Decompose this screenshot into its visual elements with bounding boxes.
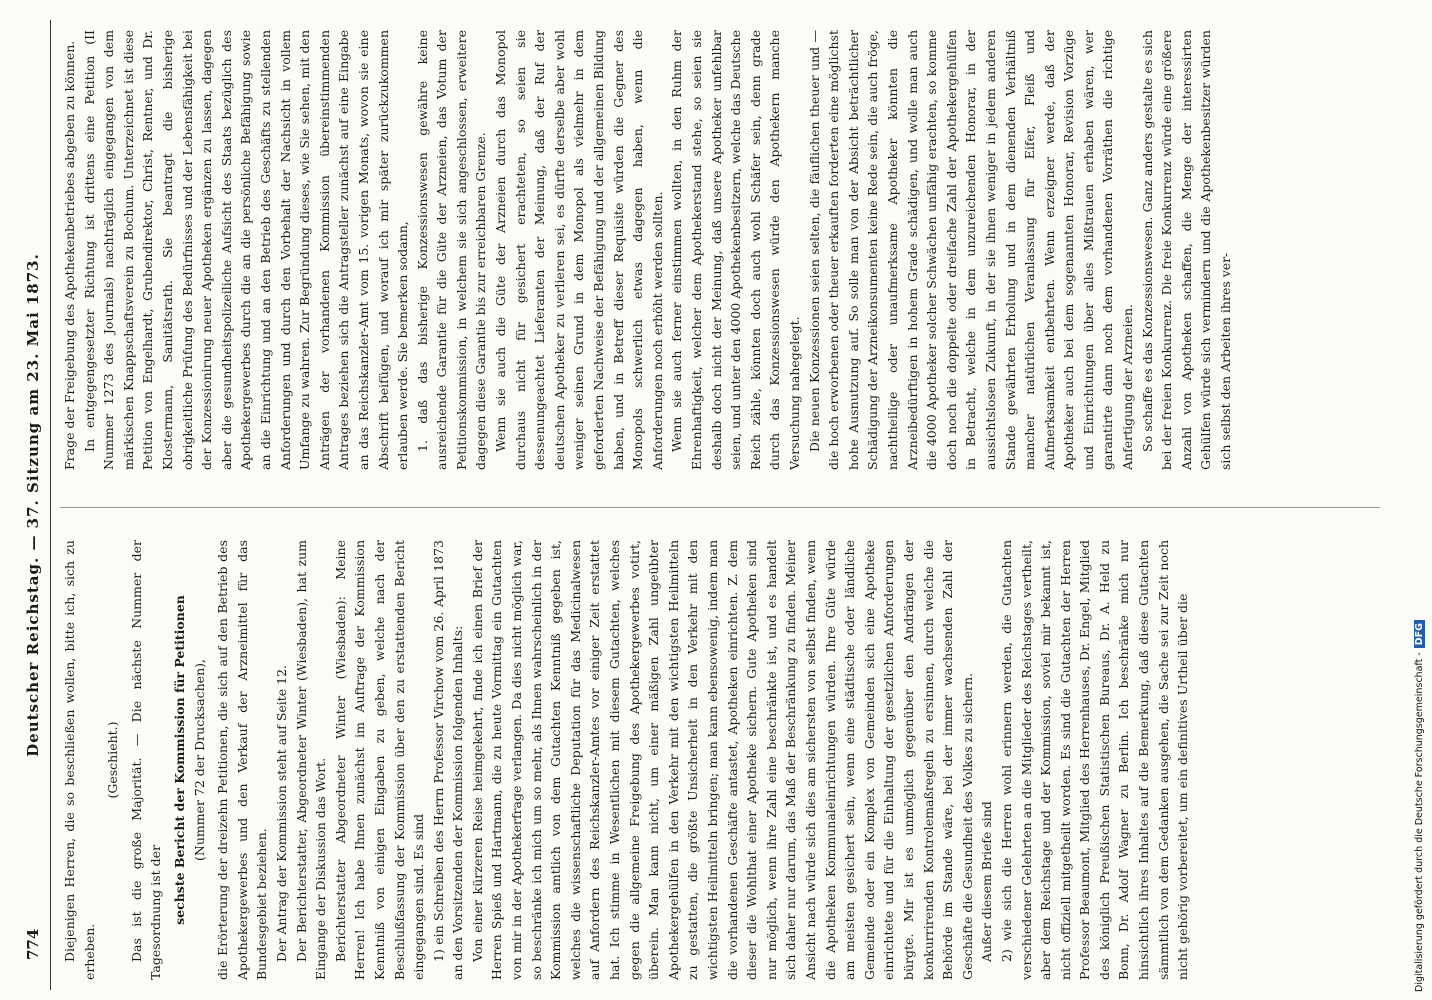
paragraph: 1. daß das bisherige Konzessionswesen gewähre keine ausreichende Garantie für die Güte der Arzneien, das Votum der Petitionskommission, in welchem sie sich angeschlossen, erweitere dagegen diese Garantie bis zur erreichbaren Grenze. [414,30,489,470]
paragraph: Außer diesem Briefe sind [979,801,995,962]
paragraph: Wenn sie auch die Güte der Arzneien durch das Monopol durchaus nicht für gesichert erachteten, so seien sie dessenungeachtet Lieferanten der Meinung, daß der Ruf der deutschen Apotheker zu verlieren sei, es dürfte derselbe aber wohl weniger seinen Grund in dem Monopol als vielmehr in dem geforderten Nachweise der Befähigung und der allgemeinen Bildung haben, und in Betreff dieser Requisite würden die Gegner des Monopols schwerlich etwas dagegen haben, wenn die Anforderungen noch erhöht werden sollten. [493,30,665,470]
credit-text: Digitalisierung gefördert durch die Deutsche Forschungsgemeinschaft - [1414,652,1425,992]
paragraph: Wenn sie auch ferner einstimmen wollten, in den Ruhm der Ehrenhaftigkeit, welcher dem Apothekerstand stehe, so seien sie deshalb doch nicht der Meinung, daß unsere Apotheker unfehlbar seien, und unter den 4000 Apothekenbesitzern, welche das Deutsche Reich zähle, könnten doch auch wohl Schäfer sein, denn grade durch das Konzessionswesen würde den Apothekern manche Versuchung nahegelegt. [669,30,802,470]
paragraph: die Erörterung der dreizehn Petitionen, die sich auf den Betrieb des Apothekergewerbes und den Verkauf der Arzneimittel für das Bundesgebiet beziehen. [215,540,270,980]
dfg-logo: DFG [1414,620,1425,648]
page-number: 774 [24,928,42,960]
digitization-credit [1414,8,1428,992]
paragraph: Von einer kürzeren Reise heimgekehrt, finde ich einen Brief der Herren Spieß und Hartmann, die zu heute Vormittag ein Gutachten von mir in der Apothekerfrage verlangen. Da dies nicht möglich war, so beschränke ich mich um so mehr, als Ihnen wahrscheinlich in der Kommission amtlich von dem Gutachten Kenntniß gegeben ist, welches die wissenschaftliche Deputation für das Medicinalwesen auf Anfordern des Reichskanzler-Amtes vor einiger Zeit erstattet hat. Ich stimme in Wesentlichen mit diesem Gutachten, welches gegen die allgemeine Freigebung des Apothekergewerbes votirt, überein. Man kann nicht, um einer mäßigen Zahl ungeübter Apothekergehülfen in den Verkehr mit den wichtigsten Heilmitteln zu gestatten, die größte Unsicherheit in den Verkehr mit den wichtigsten Heilmitteln bringen; man kann ebensowenig, indem man die vorhandenen Geschäfte antastet, Apotheken einrichten. Z. dem dieser die Wohlthat einer Apotheke sichern. Gute Apotheken sind nur möglich, wenn ihre Zahl eine beschränkte ist, und es handelt sich daher nur darum, das Maß der Beschränkung zu finden. Meiner Ansicht nach würde sich dies am sichersten von selbst finden, wenn die Apotheken Kommunaleinrichtungen würden. Ihre Güte würde am meisten gesichert sein, wenn eine städtische oder ländliche Gemeinde oder ein Komplex von Gemeinden sich eine Apotheke einrichtete und für die Einhaltung der gesetzlichen Anforderungen bürgte. Mir ist es unmöglich gegenüber den Andrängen der konkurrirenden Kontrolemaßregeln zu ersinnen, durch welche die Behörde im Stande wäre, bei der immer wachsenden Zahl der Geschäfte die Gesundheit des Volkes zu sichern. [469,540,975,980]
paragraph: Das ist die große Majorität. — Die nächste Nummer der Tagesordnung ist der [128,540,164,980]
paragraph: Die neuen Konzessionen seien selten, die fäuflichen theuer und — die hoch erworbenen oder theuer erkauften forderten eine möglichst hohe Ausnutzung auf. So solle man von der Absicht beträchtlicher Schädigung der Arzneikonsumenten keine Rede sein, die auch fröge, nachtheilige oder unaufmerksame Apotheker könnten die Arzneibedürftigen in hohem Grade schädigen, und wolle man auch die 4000 Apotheker solcher Schwächen unfähig erachten, so komme doch noch die doppelte oder dreifache Zahl der Apothekergehülfen in Betracht, welche in dem unzureichenden Honorar, in der aussichtslosen Zukunft, in der sie ihnen weniger in jedem anderen Stande gewährten Erholung und in dem dienenden Verhältniß mancher natürlichen Veranlassung für Eifer, Fleiß und Aufmerksamkeit entbehrten. Wenn erzeigner werde, daß der Apotheker auch bei dem sogenannten Honorar, Revision Vorzüge und Einrichtungen über alles Mißtrauen erhaben wären, wer garantirte dann noch dem vorhandenen Vorräthen die richtige Anfertigung der Arzneien. [806,30,1136,470]
paragraph: In entgegengesetzter Richtung ist drittens eine Petition (II Nummer 1273 des Journals) nachträglich eingegangen von dem märkischen Knappschaftsverein zu Bochum. Unterzeichnet ist diese Petition von Engelhardt, Grubendirektor, Christ, Rentner, und Dr. Klostermann, Sanitätsrath. Sie beantragt die bisherige obrigkeitliche Prüfung des Bedürfnisses und der Lebensfähigkeit bei der Konzessionirung neuer Apotheken ergänzen zu lassen, dagegen aber die gesundheitspolizeiliche Aufsicht des Staats bezüglich des Apothekergewerbes durch die an die persönliche Befähigung sowie an die Einrichtung und an den Betrieb des Geschäfts zu stellenden Anforderungen und durch den Vorbehalt der Nachsicht in vollem Umfange zu wahren. Zur Begründung dieses, wie Sie sehen, mit den Anträgen der vorhandenen Kommission übereinstimmenden Antrages beziehen sich die Antragsteller zunächst auf eine Eingabe an das Reichskanzler-Amt vom 15. vorigen Monats, wovon sie eine Abschrift beifügen, und worauf ich mir später zurückzukommen erlauben werde. Sie bemerken sodann, [81,30,411,470]
page-title: Deutscher Reichstag. — 37. Sitzung am 23. Mai 1873. [24,253,42,757]
paragraph: So schaffe es das Konzessionswesen. Ganz anders gestalte es sich bei der freien Konkurrenz. Die freie Konkurrenz würde eine größere Anzahl von Apotheken schaffen, die Menge der interessirten Gehülfen würde sich vermindern und die Apothekenbesitzer würden sich selbst den Arbeiten ihres ver- [1139,30,1234,470]
paragraph: (Geschieht.) [105,721,121,799]
page-header [20,20,51,990]
paragraph: 2) wie sich die Herren wohl erinnern werden, die Gutachten verschiedener Gelehrten an die Mitglieder des Reichstages vertheilt, aber dem Reichstage und der Kommission, soviel mir bekannt ist, nicht offiziell mitgetheilt worden. Es sind die Gutachten der Herren Professor Beaumont, Mitglied des Herrenhauses, Dr. Engel, Mitglied des königlich Preußischen Statistischen Bureaus, Dr. A. Held zu Bonn, Dr. Adolf Wagner zu Berlin. Ich beschränke mich nur hinsichtlich ihres Inhaltes auf die Bemerkung, daß diese Gutachten sämmtlich von dem Gedanken ausgehen, die Sache sei zur Zeit noch nicht gehörig vorbereitet, um ein definitives Urtheil über die [998,540,1191,980]
section-heading-ref: (Nummer 72 der Drucksachen), [191,659,207,861]
section-heading-bold: sechste Bericht der Kommission für Petitionen [171,595,187,925]
paragraph: 1) ein Schreiben des Herrn Professor Virchow vom 26. April 1873 an den Vorsitzenden der Kommission folgenden Inhalts: [430,540,466,980]
section-heading [170,540,209,980]
column-divider [60,507,1380,508]
right-column [60,30,1380,470]
paragraph: Berichterstatter Abgeordneter Winter (Wiesbaden): Meine Herren! Ich habe Ihnen zunächst im Auftrage der Kommission Kenntniß von einigen Eingaben zu geben, welche nach der Beschlußfassung der Kommission über den zu erstattenden Bericht eingegangen sind. Es sind [332,540,427,980]
left-column [60,540,1380,980]
paragraph: Der Antrag der Kommission steht auf Seite 12. [273,664,289,962]
paragraph: Der Berichterstatter, Abgeordneter Winter (Wiesbaden), hat zum Eingange der Diskussion das Wort. [293,540,329,980]
paragraph: Diejenigen Herren, die so beschließen wollen, bitte ich, sich zu erheben. [62,540,97,980]
paragraph: Frage der Freigebung des Apothekenbetriebes abgeben zu können. [62,40,77,470]
